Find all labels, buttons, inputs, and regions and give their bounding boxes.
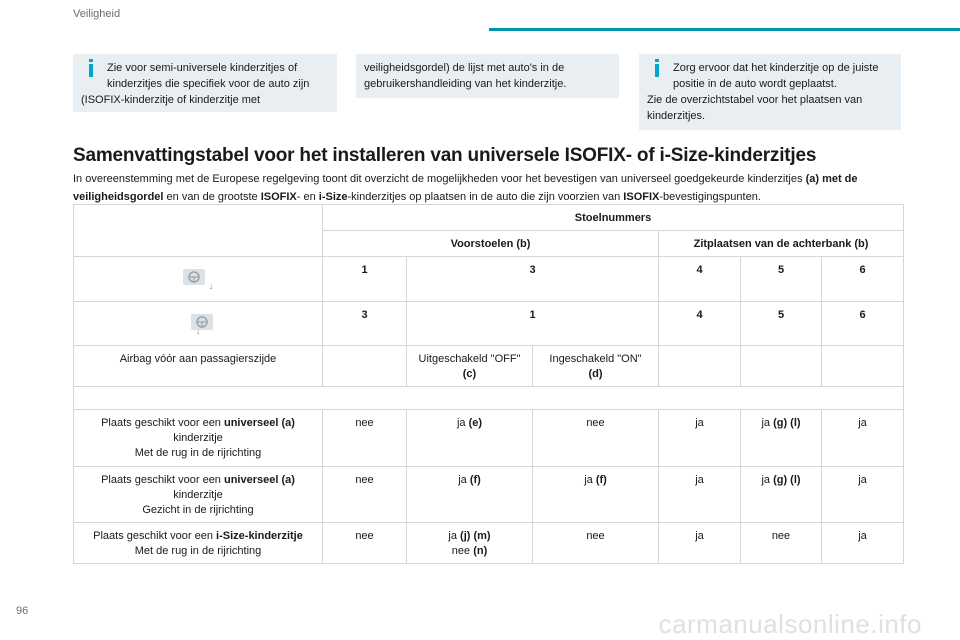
row-label-line-2: kinderzitje bbox=[173, 432, 223, 444]
seat-number: 6 bbox=[822, 302, 904, 346]
row-label-text: Plaats geschikt voor een bbox=[101, 417, 224, 429]
cell-ref: (f) bbox=[469, 474, 481, 486]
row-label-line-2: Met de rug in de rijrichting bbox=[134, 545, 262, 557]
intro-text: en van de grootste bbox=[163, 191, 261, 203]
info-box-1-line-1: Zie voor semi-universele kinderzitjes of bbox=[107, 62, 298, 74]
row-label-line-3: Met de rug in de rijrichting bbox=[134, 447, 262, 459]
table-cell: ja bbox=[822, 523, 904, 564]
table-cell bbox=[533, 467, 659, 523]
cell-text: ja bbox=[761, 474, 774, 486]
info-box-3-line-3: Zie de overzichtstabel voor het plaatsen van bbox=[647, 94, 863, 106]
empty-cell bbox=[323, 346, 407, 387]
seat-number: 5 bbox=[741, 302, 822, 346]
table-cell: nee bbox=[741, 523, 822, 564]
info-box-1-line-3: (ISOFIX-kinderzitje of kinderzitje met bbox=[81, 94, 261, 106]
intro-bold: i-Size bbox=[318, 191, 348, 203]
empty-cell bbox=[822, 346, 904, 387]
intro-bold: ISOFIX bbox=[260, 191, 297, 203]
cell-text: ja bbox=[458, 474, 470, 486]
row-label-text: Plaats geschikt voor een bbox=[93, 530, 217, 542]
info-box-3-line-4: kinderzitjes. bbox=[647, 110, 706, 122]
info-box-3 bbox=[639, 54, 901, 130]
cell-text: ja bbox=[761, 417, 774, 429]
row-label bbox=[74, 523, 323, 564]
info-box-2-line-1: veiligheidsgordel) de lijst met auto's in de bbox=[364, 62, 565, 74]
row-label-bold: universeel (a) bbox=[223, 417, 295, 429]
info-box-1-line-2: kinderzitjes die specifiek voor de auto zijn bbox=[107, 78, 310, 90]
empty-cell bbox=[741, 346, 822, 387]
table-cell bbox=[407, 467, 533, 523]
seat-number: 1 bbox=[323, 257, 407, 302]
airbag-off-text: Uitgeschakeld "OFF" bbox=[418, 353, 521, 365]
intro-text: - en bbox=[296, 191, 319, 203]
table-cell bbox=[741, 410, 822, 467]
table-row bbox=[74, 302, 904, 346]
steering-wheel-icon: ↓ bbox=[181, 265, 215, 291]
airbag-on-ref: (d) bbox=[588, 368, 603, 380]
table-row bbox=[74, 205, 904, 231]
table-corner-cell bbox=[74, 205, 323, 257]
row-label-bold: universeel (a) bbox=[223, 474, 295, 486]
row-label-line-3: Gezicht in de rijrichting bbox=[142, 504, 254, 516]
info-icon bbox=[655, 59, 659, 77]
seat-number: 1 bbox=[407, 302, 659, 346]
table-cell: nee bbox=[323, 523, 407, 564]
airbag-off-ref: (c) bbox=[462, 368, 477, 380]
header-front-seats: Voorstoelen (b) bbox=[323, 231, 659, 257]
table-row-spacer bbox=[74, 387, 904, 410]
row-label-line-2: kinderzitje bbox=[173, 489, 223, 501]
seat-number: 4 bbox=[659, 302, 741, 346]
intro-bold: ISOFIX bbox=[623, 191, 660, 203]
row-label bbox=[74, 410, 323, 467]
section-header: Veiligheid bbox=[73, 8, 121, 20]
table-row bbox=[74, 346, 904, 387]
section-title: Samenvattingstabel voor het installeren van universele ISOFIX- of i-Size-kinderzitjes bbox=[73, 145, 817, 166]
table-cell: nee bbox=[533, 523, 659, 564]
info-box-2 bbox=[356, 54, 619, 98]
info-box-1 bbox=[73, 54, 337, 112]
airbag-off-cell bbox=[407, 346, 533, 387]
cell-ref: (j) (m) bbox=[460, 530, 491, 542]
cell-ref: (g) (l) bbox=[773, 474, 801, 486]
table-row bbox=[74, 467, 904, 523]
empty-cell bbox=[659, 346, 741, 387]
table-cell: ja bbox=[822, 410, 904, 467]
watermark: carmanualsonline.info bbox=[658, 609, 922, 639]
seat-number: 6 bbox=[822, 257, 904, 302]
steering-wheel-icon: ↓ bbox=[181, 310, 215, 336]
info-box-3-line-2: positie in de auto wordt geplaatst. bbox=[673, 78, 837, 90]
table-row bbox=[74, 257, 904, 302]
info-box-3-line-1: Zorg ervoor dat het kinderzitje op de juiste bbox=[673, 62, 879, 74]
airbag-label: Airbag vóór aan passagierszijde bbox=[74, 346, 323, 387]
table-cell: nee bbox=[323, 410, 407, 467]
table-cell bbox=[407, 523, 533, 564]
table-cell bbox=[741, 467, 822, 523]
table-cell: ja bbox=[822, 467, 904, 523]
seat-number: 5 bbox=[741, 257, 822, 302]
header-seat-numbers: Stoelnummers bbox=[323, 205, 904, 231]
table-cell: ja bbox=[659, 410, 741, 467]
row-label-text: Plaats geschikt voor een bbox=[101, 474, 224, 486]
table-row bbox=[74, 523, 904, 564]
cell-text: ja bbox=[448, 530, 461, 542]
info-box-2-line-2: gebruikershandleiding van het kinderzitje. bbox=[364, 78, 567, 90]
airbag-on-cell bbox=[533, 346, 659, 387]
cell-text: nee bbox=[451, 545, 474, 557]
row-label bbox=[74, 467, 323, 523]
isofix-summary-table bbox=[73, 204, 904, 564]
cell-ref: (g) (l) bbox=[773, 417, 801, 429]
rhd-cell bbox=[74, 302, 323, 346]
table-cell: nee bbox=[323, 467, 407, 523]
header-accent-bar bbox=[489, 28, 960, 31]
seat-number: 3 bbox=[323, 302, 407, 346]
spacer-cell bbox=[74, 387, 904, 410]
page-number: 96 bbox=[16, 605, 29, 617]
intro-bold: (a) met de veiligheidsgordel bbox=[73, 173, 858, 203]
table-cell: ja bbox=[659, 523, 741, 564]
cell-ref: (f) bbox=[595, 474, 607, 486]
row-label-bold: i-Size-kinderzitje bbox=[216, 530, 303, 542]
cell-ref: (n) bbox=[473, 545, 488, 557]
intro-text: -bevestigingspunten. bbox=[659, 191, 761, 203]
lhd-cell bbox=[74, 257, 323, 302]
seat-number: 3 bbox=[407, 257, 659, 302]
cell-text: ja bbox=[456, 417, 469, 429]
cell-text: ja bbox=[584, 474, 596, 486]
seat-number: 4 bbox=[659, 257, 741, 302]
table-cell: nee bbox=[533, 410, 659, 467]
table-cell bbox=[407, 410, 533, 467]
info-icon bbox=[89, 59, 93, 77]
intro-paragraph bbox=[73, 170, 903, 206]
intro-text: In overeenstemming met de Europese regelgeving toont dit overzicht de mogelijkheden voor het bevestigen van universeel goedgekeurde kinderzitjes bbox=[73, 173, 806, 185]
table-row bbox=[74, 410, 904, 467]
intro-text: -kinderzitjes op plaatsen in de auto die zijn voorzien van bbox=[347, 191, 624, 203]
header-rear-seats: Zitplaatsen van de achterbank (b) bbox=[659, 231, 904, 257]
airbag-on-text: Ingeschakeld "ON" bbox=[549, 353, 642, 365]
table-cell: ja bbox=[659, 467, 741, 523]
cell-ref: (e) bbox=[468, 417, 483, 429]
